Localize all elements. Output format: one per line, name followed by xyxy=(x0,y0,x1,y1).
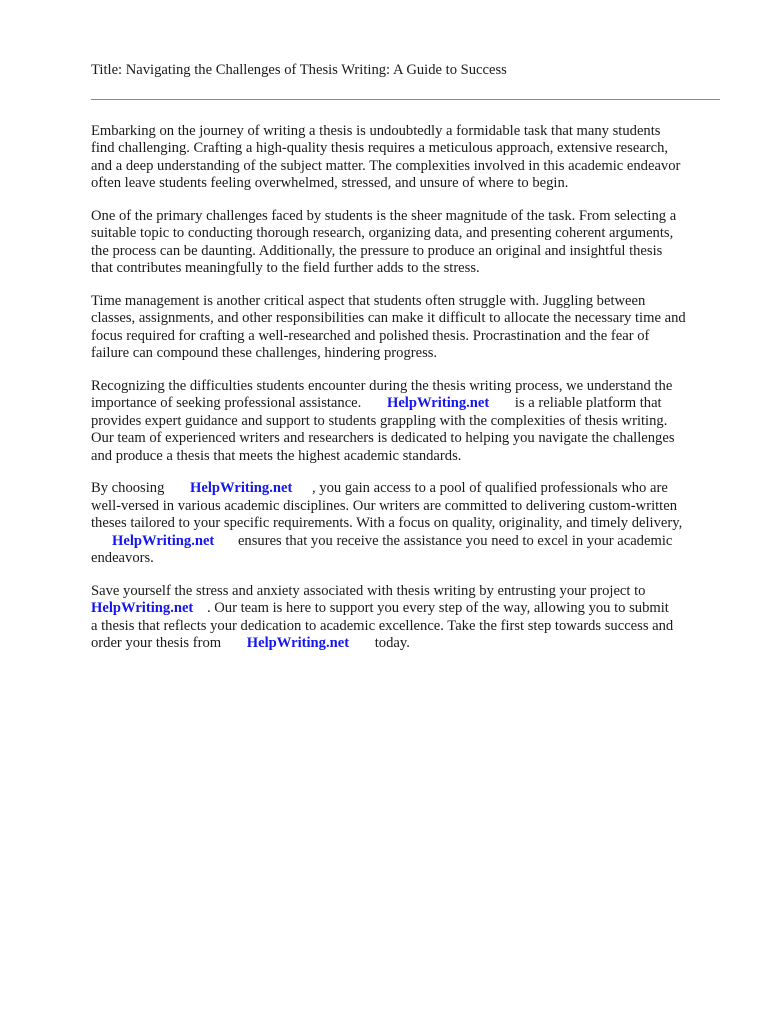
helpwriting-link[interactable]: HelpWriting.net xyxy=(112,532,215,549)
text-line: focus required for crafting a well-researched and polished thesis. Procrastination and the fear of xyxy=(91,327,650,344)
text-segment: , you gain access to a pool of qualified professionals who are xyxy=(311,480,668,497)
text-line: and produce a thesis that meets the highest academic standards. xyxy=(91,447,462,464)
text-line xyxy=(91,635,731,652)
text-line: often leave students feeling overwhelmed, stressed, and unsure of where to begin. xyxy=(91,175,569,192)
text-segment: importance of seeking professional assistance. xyxy=(91,395,362,412)
text-segment: today. xyxy=(374,635,410,652)
text-line: failure can compound these challenges, hindering progress. xyxy=(91,345,438,362)
text-segment: . Our team is here to support you every step of the way, allowing you to submit xyxy=(206,600,669,617)
text-line xyxy=(91,395,731,412)
text-line: Recognizing the difficulties students encounter during the thesis writing process, we understand the xyxy=(91,378,673,395)
paragraph-6 xyxy=(91,583,731,653)
text-line: well-versed in various academic disciplines. Our writers are committed to delivering custom-written xyxy=(91,497,678,514)
text-line xyxy=(91,600,731,617)
helpwriting-link[interactable]: HelpWriting.net xyxy=(190,480,293,497)
document-title: Title: Navigating the Challenges of Thesis Writing: A Guide to Success xyxy=(91,62,507,78)
title-divider xyxy=(91,99,720,100)
text-line: and a deep understanding of the subject matter. The complexities involved in this academic endeavor xyxy=(91,157,681,174)
document-body xyxy=(91,123,731,668)
text-line: Our team of experienced writers and researchers is dedicated to helping you navigate the challenges xyxy=(91,430,675,447)
text-line: theses tailored to your specific requirements. With a focus on quality, originality, and timely delivery, xyxy=(91,515,683,532)
helpwriting-link[interactable]: HelpWriting.net xyxy=(91,600,194,617)
paragraph-5 xyxy=(91,480,731,567)
text-line: the process can be daunting. Additionally, the pressure to produce an original and insightful thesis xyxy=(91,242,663,259)
paragraph-2 xyxy=(91,208,731,278)
paragraph-3 xyxy=(91,293,731,363)
text-line: provides expert guidance and support to students grappling with the complexities of thesis writing. xyxy=(91,412,668,429)
helpwriting-link[interactable]: HelpWriting.net xyxy=(246,635,350,652)
text-line: One of the primary challenges faced by students is the sheer magnitude of the task. From selecting a xyxy=(91,208,677,225)
text-line: Save yourself the stress and anxiety associated with thesis writing by entrusting your project to xyxy=(91,582,646,599)
paragraph-1 xyxy=(91,123,731,193)
text-line: that contributes meaningfully to the field further adds to the stress. xyxy=(91,260,480,277)
text-line: Time management is another critical aspect that students often struggle with. Juggling between xyxy=(91,293,646,310)
text-segment: ensures that you receive the assistance you need to excel in your academic xyxy=(237,532,673,549)
text-line: a thesis that reflects your dedication to academic excellence. Take the first step towards success and xyxy=(91,617,674,634)
text-segment: By choosing xyxy=(91,480,165,497)
text-line: find challenging. Crafting a high-quality thesis requires a meticulous approach, extensive research, xyxy=(91,140,669,157)
text-segment: is a reliable platform that xyxy=(514,395,662,412)
text-line: suitable topic to conducting thorough research, organizing data, and presenting coherent arguments, xyxy=(91,225,674,242)
text-line: endeavors. xyxy=(91,550,154,567)
helpwriting-link[interactable]: HelpWriting.net xyxy=(386,395,490,412)
text-segment: order your thesis from xyxy=(91,635,222,652)
text-line: Embarking on the journey of writing a thesis is undoubtedly a formidable task that many students xyxy=(91,123,661,139)
paragraph-4 xyxy=(91,378,731,465)
text-line xyxy=(91,533,731,550)
text-line xyxy=(91,480,731,497)
text-line: classes, assignments, and other responsibilities can make it difficult to allocate the necessary time and xyxy=(91,310,686,327)
